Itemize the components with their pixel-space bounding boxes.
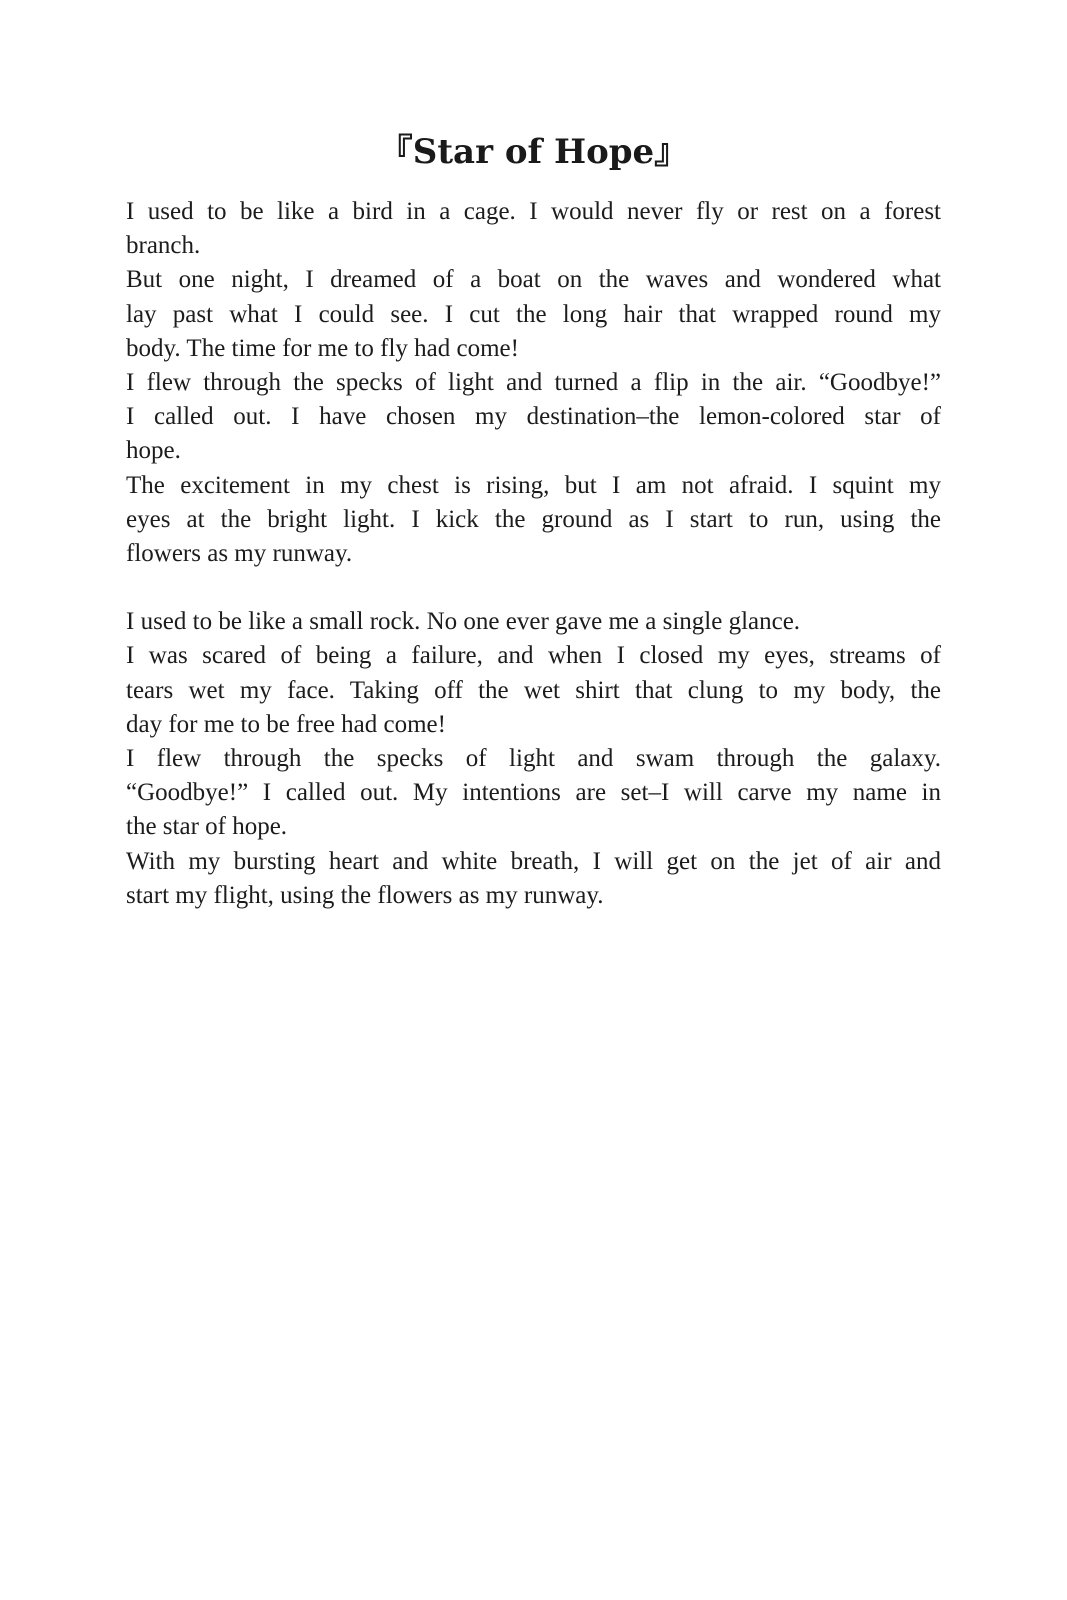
text-line: I used to be like a small rock. No one ever gave me a single glance.: [126, 608, 801, 636]
stanza-2: [126, 605, 941, 913]
text-line: eyes at the bright light. I kick the ground as I start to run, using the: [126, 505, 941, 533]
page-title: 『Star of Hope』: [378, 132, 689, 172]
text-line: “Goodbye!” I called out. My intentions are set–I will carve my name in: [126, 779, 941, 807]
text-line: hope.: [126, 437, 181, 465]
text-line: body. The time for me to fly had come!: [126, 334, 519, 362]
text-line: the star of hope.: [126, 813, 288, 841]
stanza-1: [126, 195, 941, 571]
text-line: But one night, I dreamed of a boat on the waves and wondered what: [126, 266, 941, 294]
text-line: I used to be like a bird in a cage. I would never fly or rest on a forest: [126, 198, 941, 225]
text-line: flowers as my runway.: [126, 539, 353, 567]
text-line: start my flight, using the flowers as my runway.: [126, 881, 604, 909]
text-line: I flew through the specks of light and turned a flip in the air. “Goodbye!”: [126, 368, 941, 396]
text-line: day for me to be free had come!: [126, 710, 446, 738]
text-line: The excitement in my chest is rising, but I am not afraid. I squint my: [126, 471, 941, 499]
text-line: I was scared of being a failure, and when I closed my eyes, streams of: [126, 642, 941, 670]
text-line: With my bursting heart and white breath, I will get on the jet of air and: [126, 847, 941, 875]
text-line: branch.: [126, 232, 201, 260]
stanza-divider: [126, 571, 941, 605]
text-line: I flew through the specks of light and swam through the galaxy.: [126, 745, 941, 772]
text-line: I called out. I have chosen my destination–the lemon-colored star of: [126, 403, 941, 431]
text-line: tears wet my face. Taking off the wet shirt that clung to my body, the: [126, 676, 941, 704]
text-line: lay past what I could see. I cut the long hair that wrapped round my: [126, 300, 941, 328]
poem-body: [126, 195, 941, 913]
